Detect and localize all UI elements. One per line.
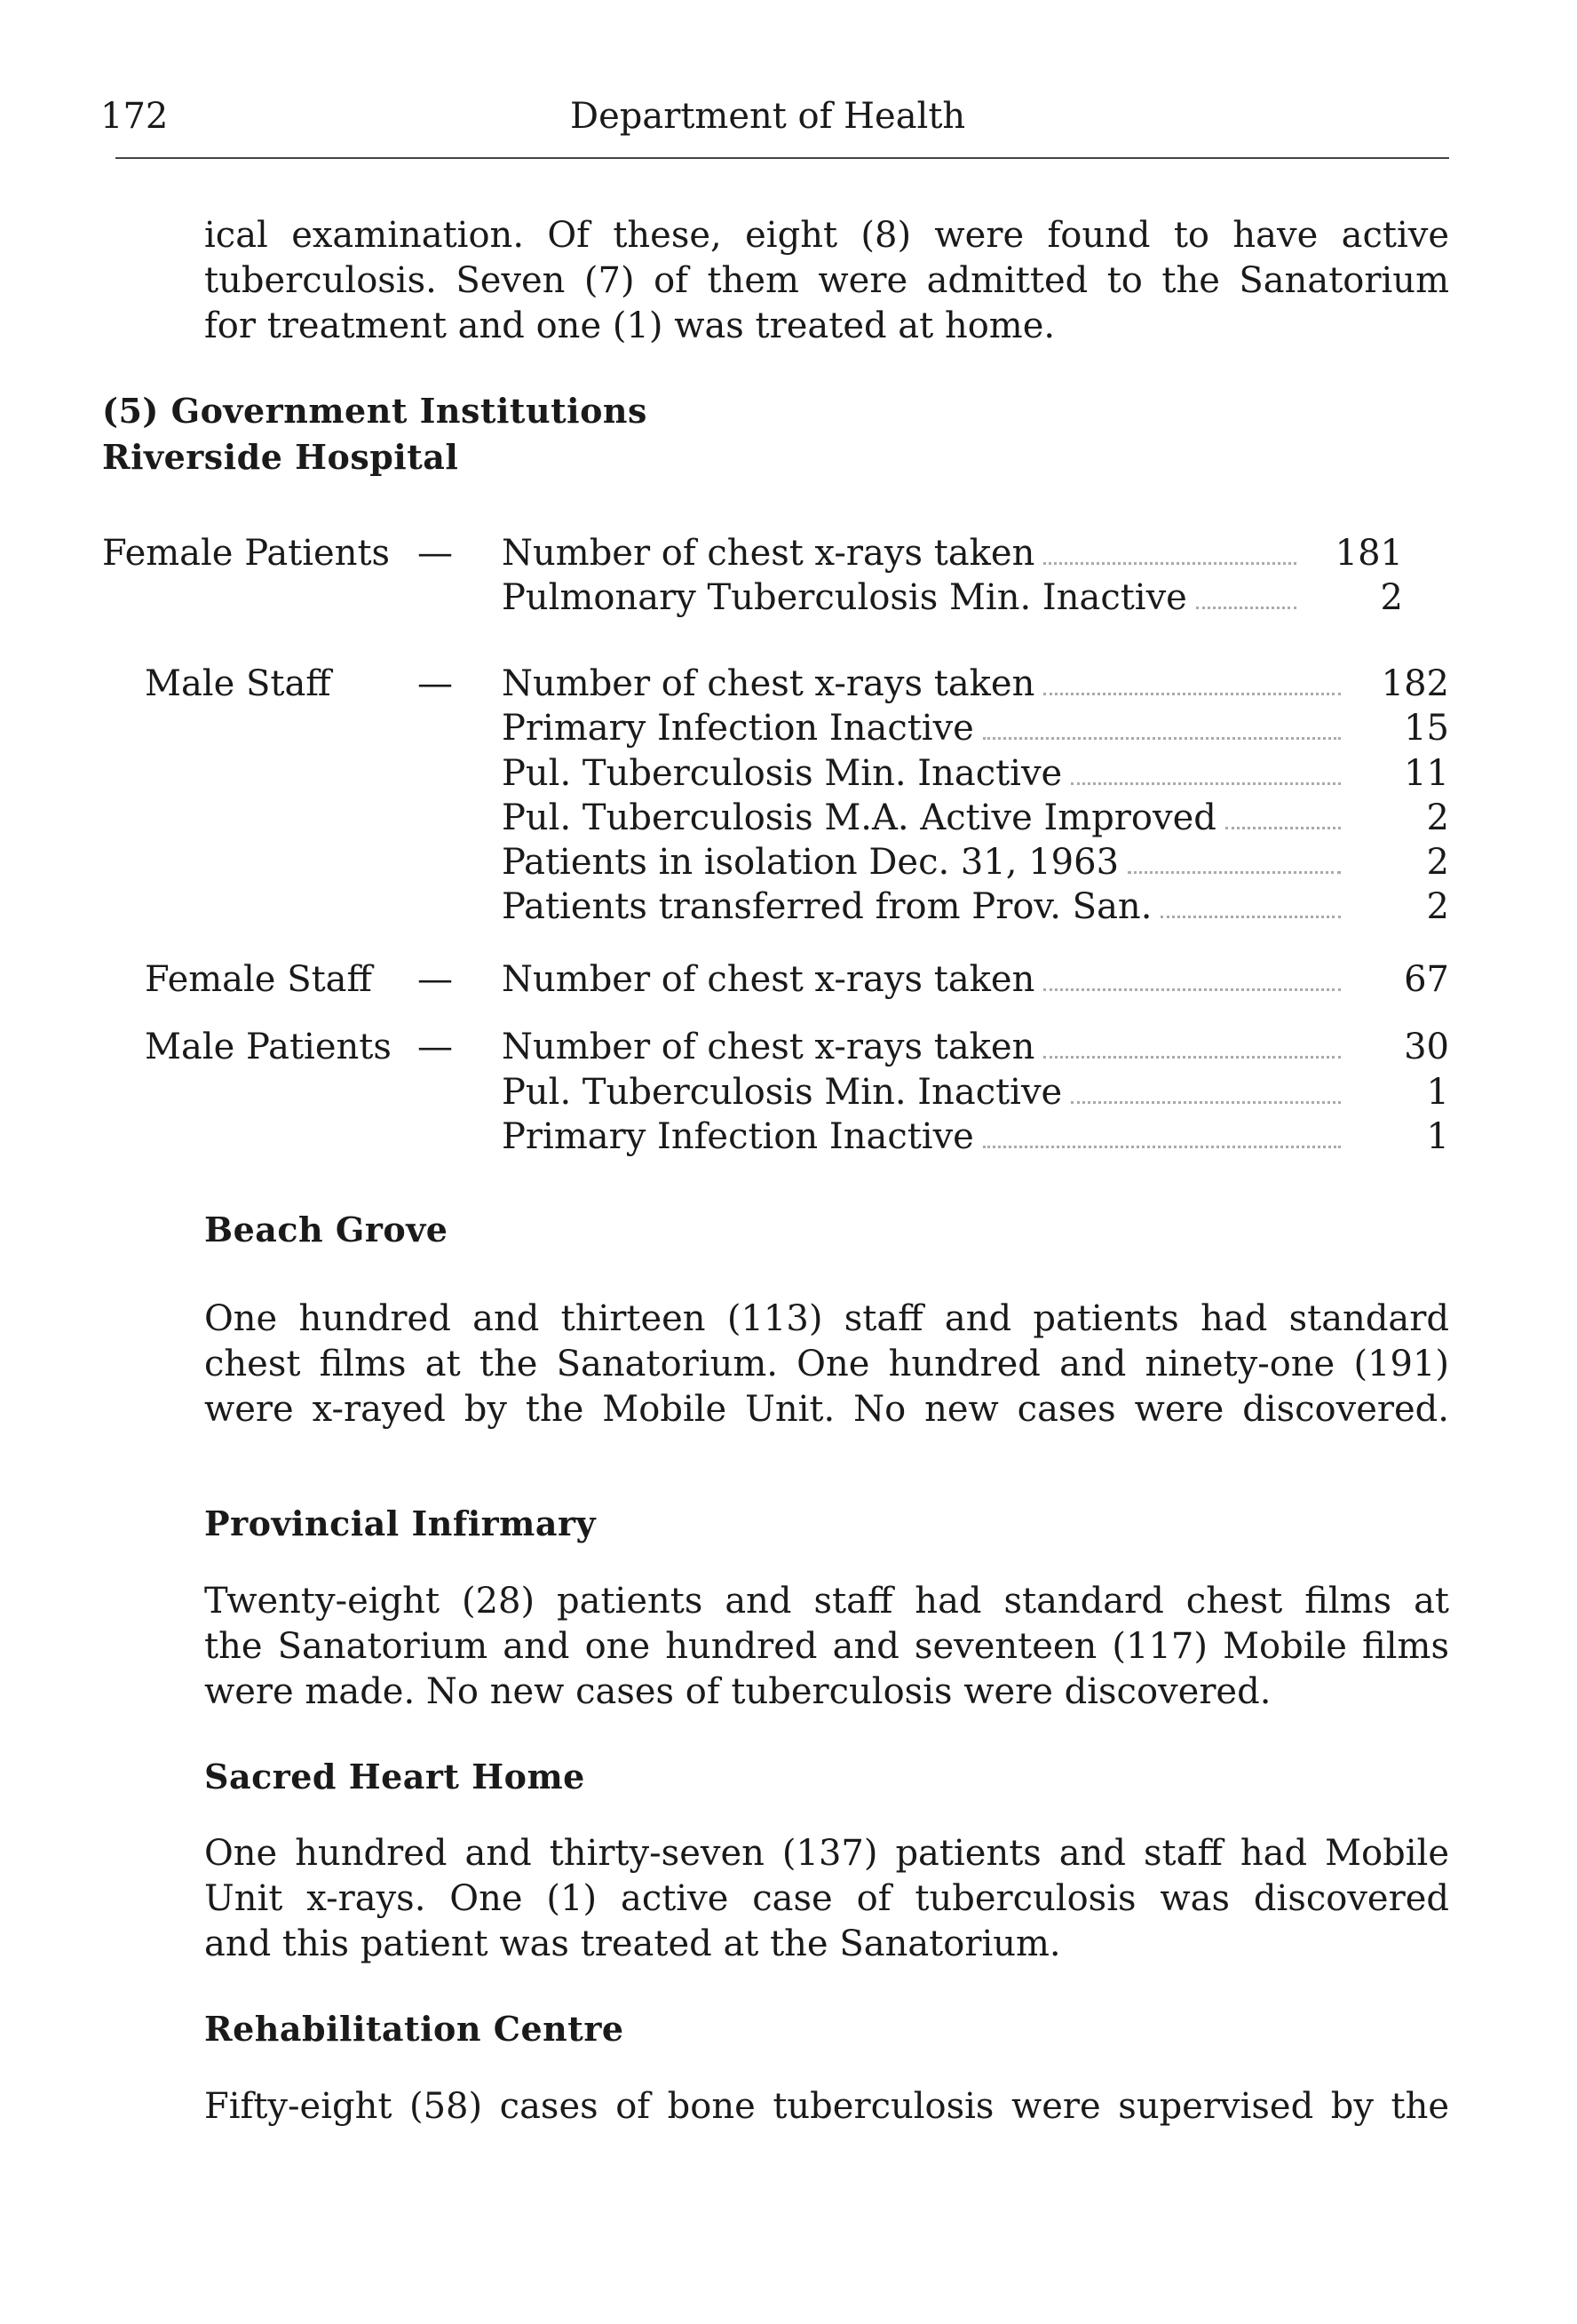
running-head: Department of Health [570, 96, 966, 137]
row-label: Patients in isolation Dec. 31, 1963 [502, 842, 1120, 883]
paragraph-line: were made. No new cases of tuberculosis were discovered. [204, 1671, 1272, 1712]
row-label: Pul. Tuberculosis Min. Inactive [502, 1072, 1063, 1113]
em-dash: — [417, 1027, 453, 1067]
dot-leader [1225, 826, 1341, 829]
riverside-heading: Riverside Hospital [102, 437, 459, 477]
beach-grove-paragraph [204, 1297, 1449, 1432]
dot-leader [1071, 781, 1341, 785]
paragraph-line: chest films at the Sanatorium. One hundred and ninety-one (191) [204, 1344, 1449, 1384]
table-row [0, 1072, 1577, 1116]
row-value: 1 [1426, 1072, 1449, 1113]
dot-leader [983, 736, 1341, 740]
row-value: 30 [1404, 1027, 1449, 1067]
row-value: 181 [1335, 533, 1403, 574]
dot-leader [1043, 561, 1296, 565]
em-dash: — [417, 959, 453, 1000]
dot-leader [1043, 692, 1341, 695]
row-description [502, 1027, 1350, 1067]
intro-line: for treatment and one (1) was treated at home. [204, 305, 1056, 346]
dot-leader [1043, 988, 1341, 991]
table-row [0, 753, 1577, 797]
dot-leader [1196, 606, 1296, 609]
dot-leader [1071, 1100, 1341, 1104]
paragraph-line: One hundred and thirty-seven (137) patients and staff had Mobile [204, 1833, 1449, 1874]
table-row [0, 959, 1577, 1003]
em-dash: — [417, 663, 453, 704]
row-label: Patients transferred from Prov. San. [502, 886, 1153, 927]
row-description [502, 708, 1350, 749]
row-label: Number of chest x-rays taken [502, 1027, 1035, 1067]
rehabilitation-heading: Rehabilitation Centre [204, 2009, 624, 2049]
paragraph-line: Fifty-eight (58) cases of bone tuberculosis were supervised by the [204, 2086, 1449, 2127]
row-category: Female Staff [145, 959, 372, 1000]
row-value: 2 [1426, 886, 1449, 927]
section-heading: (5) Government Institutions [102, 391, 647, 431]
beach-grove-heading: Beach Grove [204, 1210, 448, 1249]
row-description [502, 753, 1350, 794]
header-rule [115, 157, 1449, 159]
row-value: 15 [1404, 708, 1449, 749]
sacred-heart-paragraph [204, 1831, 1449, 1967]
table-row [0, 1116, 1577, 1161]
table-row [0, 1027, 1577, 1071]
row-label: Number of chest x-rays taken [502, 959, 1035, 1000]
intro-paragraph [204, 213, 1449, 349]
row-value: 1 [1426, 1116, 1449, 1157]
provincial-infirmary-heading: Provincial Infirmary [204, 1503, 597, 1543]
table-row [0, 708, 1577, 752]
dot-leader [1043, 1055, 1341, 1059]
row-value: 11 [1404, 753, 1449, 794]
row-value: 2 [1380, 577, 1403, 618]
row-label: Primary Infection Inactive [502, 1116, 974, 1157]
row-value: 67 [1404, 959, 1449, 1000]
table-row [0, 842, 1577, 886]
provincial-infirmary-paragraph [204, 1579, 1449, 1715]
row-category: Male Staff [145, 663, 331, 704]
row-label: Number of chest x-rays taken [502, 533, 1035, 574]
row-value: 182 [1381, 663, 1449, 704]
table-row [0, 577, 1577, 622]
table-row [0, 663, 1577, 708]
paragraph-line: the Sanatorium and one hundred and seventeen (117) Mobile films [204, 1626, 1449, 1667]
row-description [502, 886, 1350, 927]
intro-line: ical examination. Of these, eight (8) were found to have active [204, 215, 1449, 256]
row-label: Number of chest x-rays taken [502, 663, 1035, 704]
row-description [502, 842, 1350, 883]
paragraph-line: One hundred and thirteen (113) staff and patients had standard [204, 1298, 1449, 1339]
paragraph-line: were x-rayed by the Mobile Unit. No new cases were discovered. [204, 1389, 1449, 1430]
intro-line: tuberculosis. Seven (7) of them were admitted to the Sanatorium [204, 260, 1449, 301]
row-category: Female Patients [102, 533, 391, 574]
row-label: Pul. Tuberculosis M.A. Active Improved [502, 797, 1216, 838]
row-value: 2 [1426, 797, 1449, 838]
paragraph-line: Unit x-rays. One (1) active case of tuberculosis was discovered [204, 1878, 1449, 1919]
table-row [0, 533, 1577, 577]
row-value: 2 [1426, 842, 1449, 883]
table-row [0, 797, 1577, 842]
rehabilitation-paragraph [204, 2084, 1449, 2130]
row-description [502, 663, 1350, 704]
row-description [502, 577, 1305, 618]
paragraph-line: and this patient was treated at the Sanatorium. [204, 1923, 1061, 1964]
page-number: 172 [100, 96, 169, 137]
row-label: Pul. Tuberculosis Min. Inactive [502, 753, 1063, 794]
sacred-heart-heading: Sacred Heart Home [204, 1757, 585, 1797]
row-description [502, 959, 1350, 1000]
row-category: Male Patients [145, 1027, 392, 1067]
row-label: Primary Infection Inactive [502, 708, 974, 749]
em-dash: — [417, 533, 453, 574]
dot-leader [1128, 870, 1341, 874]
paragraph-line: Twenty-eight (28) patients and staff had standard chest films at [204, 1581, 1449, 1622]
row-description [502, 533, 1305, 574]
row-description [502, 1116, 1350, 1157]
dot-leader [1161, 915, 1341, 918]
row-label: Pulmonary Tuberculosis Min. Inactive [502, 577, 1187, 618]
row-description [502, 1072, 1350, 1113]
row-description [502, 797, 1350, 838]
table-row [0, 886, 1577, 931]
dot-leader [983, 1145, 1341, 1148]
